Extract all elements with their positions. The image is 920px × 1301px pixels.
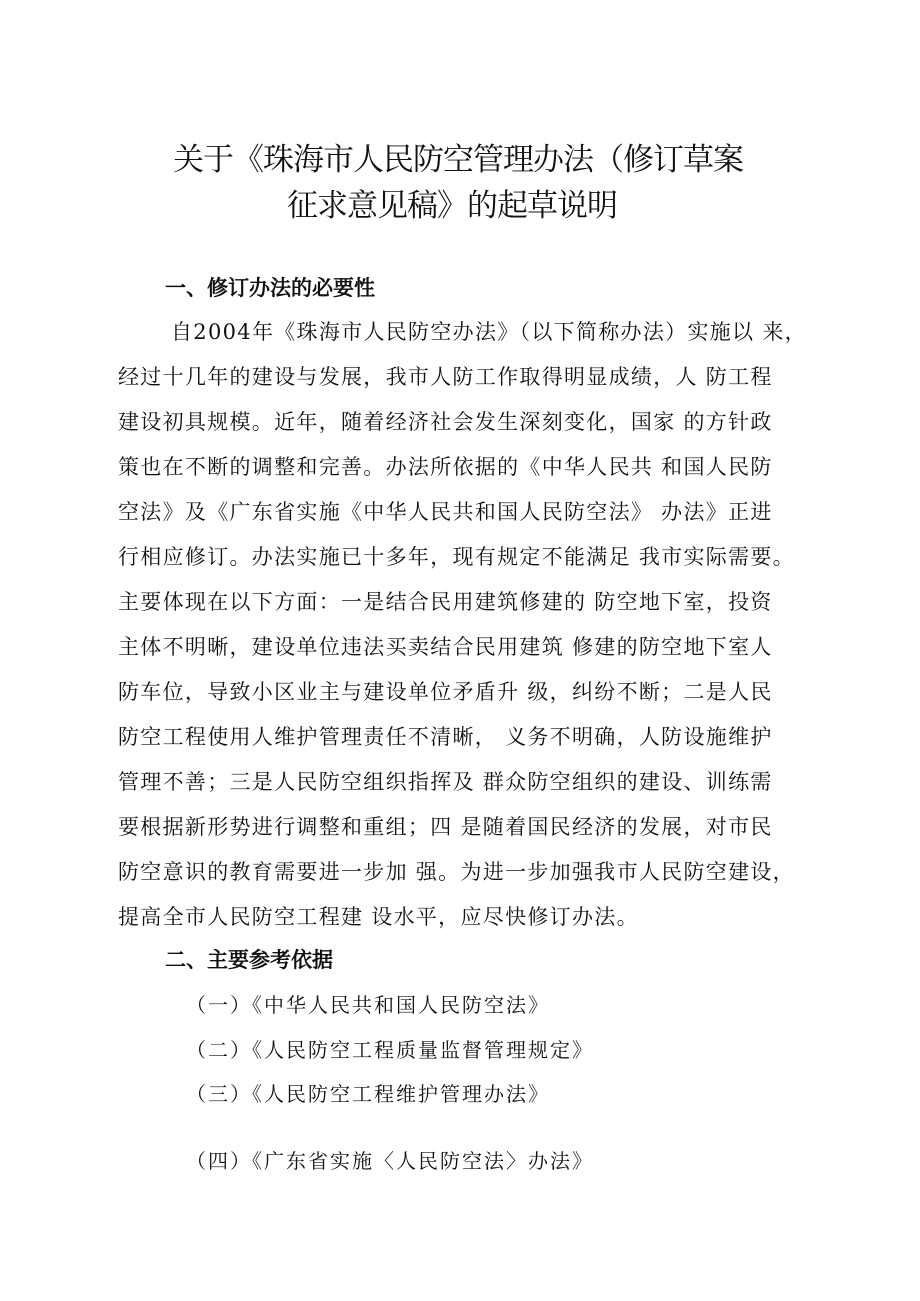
reference-item: （四）《广东省实施〈人民防空法〉办法》 — [186, 1149, 594, 1173]
paragraph-line: 主要体现在以下方面：一是结合民用建筑修建的 防空地下室，投资 — [118, 590, 773, 614]
paragraph-line: 防车位，导致小区业主与建设单位矛盾升 级，纠纷不断；二是人民 — [118, 680, 773, 704]
section-heading-necessity: 一、修订办法的必要性 — [165, 276, 375, 300]
paragraph-line: 空法》及《广东省实施《中华人民共和国人民防空法》 办法》正进 — [118, 500, 773, 524]
paragraph-line: 提高全市人民防空工程建 设水平，应尽快修订办法。 — [118, 905, 639, 929]
reference-item: （二）《人民防空工程质量监督管理规定》 — [186, 1038, 594, 1062]
reference-item: （三）《人民防空工程维护管理办法》 — [186, 1082, 550, 1106]
paragraph-line: 自2004年《珠海市人民防空办法》（以下简称办法）实施以 来， — [171, 320, 807, 344]
paragraph-line: 防空工程使用人维护管理责任不清晰， 义务不明确，人防设施维护 — [118, 725, 773, 749]
paragraph-line: 行相应修订。办法实施已十多年，现有规定不能满足 我市实际需要。 — [118, 545, 795, 569]
reference-item: （一）《中华人民共和国人民防空法》 — [186, 993, 550, 1017]
paragraph-line: 防空意识的教育需要进一步加 强。为进一步加强我市人民防空建设， — [118, 860, 795, 884]
paragraph-line: 建设初具规模。近年，随着经济社会发生深刻变化，国家 的方针政 — [118, 410, 773, 434]
section-heading-references: 二、主要参考依据 — [165, 948, 333, 972]
paragraph-line: 管理不善；三是人民防空组织指挥及 群众防空组织的建设、训练需 — [118, 770, 773, 794]
document-title-line-2: 征求意见稿》的起草说明 — [287, 188, 617, 224]
paragraph-line: 主体不明晰，建设单位违法买卖结合民用建筑 修建的防空地下室人 — [118, 635, 773, 659]
paragraph-line: 要根据新形势进行调整和重组；四 是随着国民经济的发展，对市民 — [118, 815, 773, 839]
document-title-line-1: 关于《珠海市人民防空管理办法（修订草案 — [173, 142, 743, 178]
paragraph-line: 经过十几年的建设与发展，我市人防工作取得明显成绩，人 防工程 — [118, 365, 773, 389]
paragraph-line: 策也在不断的调整和完善。办法所依据的《中华人民共 和国人民防 — [118, 455, 773, 479]
